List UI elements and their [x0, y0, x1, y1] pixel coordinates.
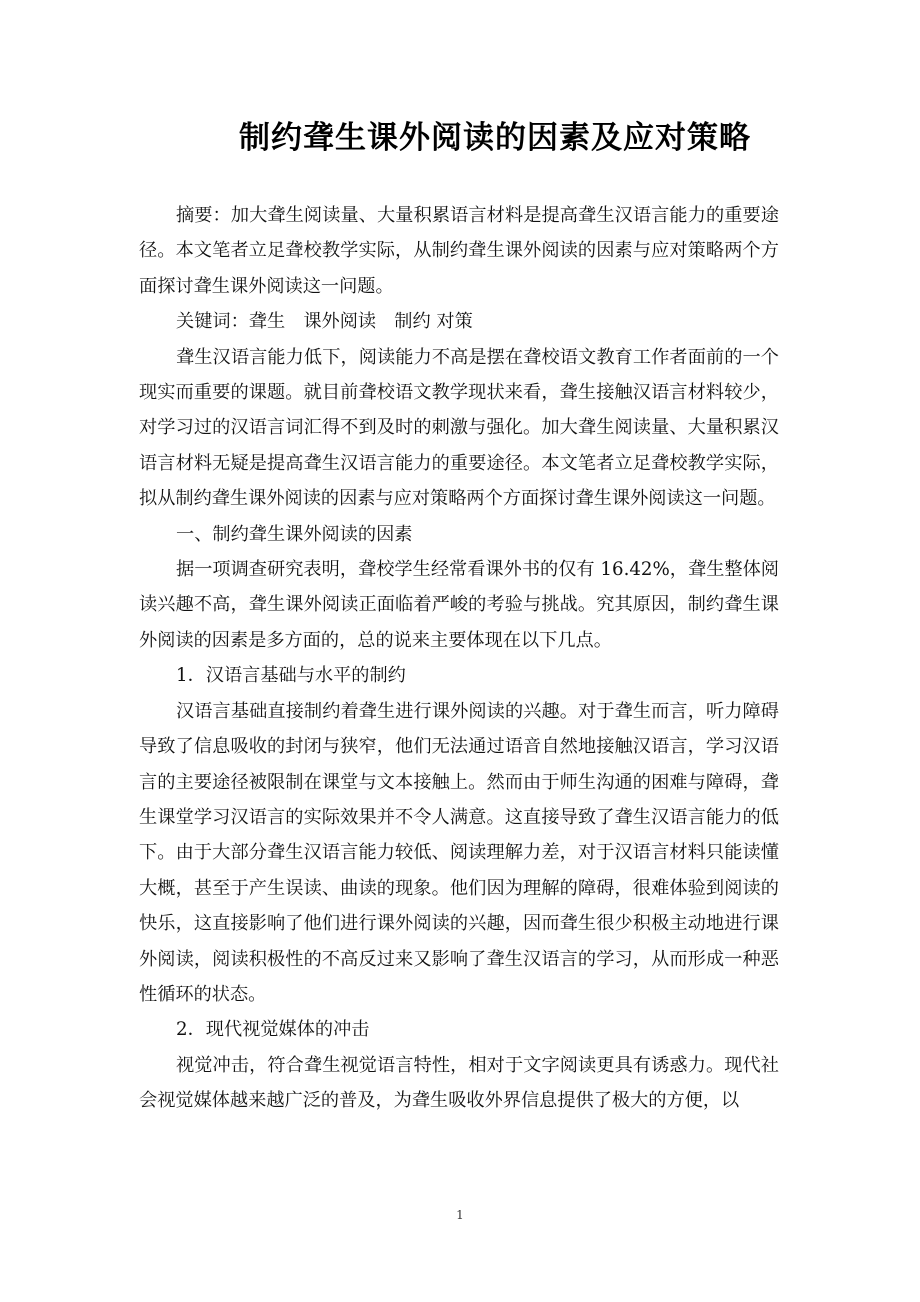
subsection-heading-1: 1．汉语言基础与水平的制约: [176, 665, 406, 687]
body-paragraph: 据一项调查研究表明，聋校学生经常看课外书的仅有 16.42%，聋生整体阅读兴趣不高，聋生课外阅读正面临着严峻的考验与挑战。究其原因，制约聋生课外阅读的因素是多方面的，总的说来主要体现在以下几点。: [139, 559, 779, 651]
body-paragraph: 视觉冲击，符合聋生视觉语言特性，相对于文字阅读更具有诱惑力。现代社会视觉媒体越来越广泛的普及，为聋生吸收外界信息提供了极大的方便，以: [139, 1054, 779, 1112]
section-heading-1: 一、制约聋生课外阅读的因素: [176, 523, 413, 545]
document-body: [139, 198, 779, 1119]
document-title: 制约聋生课外阅读的因素及应对策略: [239, 120, 751, 156]
abstract-paragraph: 摘要：加大聋生阅读量、大量积累语言材料是提高聋生汉语言能力的重要途径。本文笔者立足聋校教学实际，从制约聋生课外阅读的因素与应对策略两个方面探讨聋生课外阅读这一问题。: [139, 205, 779, 297]
body-paragraph: 汉语言基础直接制约着聋生进行课外阅读的兴趣。对于聋生而言，听力障碍导致了信息吸收的封闭与狭窄，他们无法通过语音自然地接触汉语言，学习汉语言的主要途径被限制在课堂与文本接触上。然而由于师生沟通的困难与障碍，聋生课堂学习汉语言的实际效果并不令人满意。这直接导致了聋生汉语言能力的低下。由于大部分聋生汉语言能力较低、阅读理解力差，对于汉语言材料只能读懂大概，甚至于产生误读、曲读的现象。他们因为理解的障碍，很难体验到阅读的快乐，这直接影响了他们进行课外阅读的兴趣，因而聋生很少积极主动地进行课外阅读，阅读积极性的不高反过来又影响了聋生汉语言的学习，从而形成一种恶性循环的状态。: [139, 700, 779, 1005]
subsection-heading-2: 2．现代视觉媒体的冲击: [176, 1019, 370, 1041]
keywords-paragraph: 关键词：聋生 课外阅读 制约 对策: [176, 311, 473, 333]
page-number: 1: [456, 1208, 464, 1222]
intro-paragraph: 聋生汉语言能力低下，阅读能力不高是摆在聋校语文教育工作者面前的一个现实而重要的课题。就目前聋校语文教学现状来看，聋生接触汉语言材料较少，对学习过的汉语言词汇得不到及时的刺激与强化。加大聋生阅读量、大量积累汉语言材料无疑是提高聋生汉语言能力的重要途径。本文笔者立足聋校教学实际，拟从制约聋生课外阅读的因素与应对策略两个方面探讨聋生课外阅读这一问题。: [139, 346, 779, 510]
